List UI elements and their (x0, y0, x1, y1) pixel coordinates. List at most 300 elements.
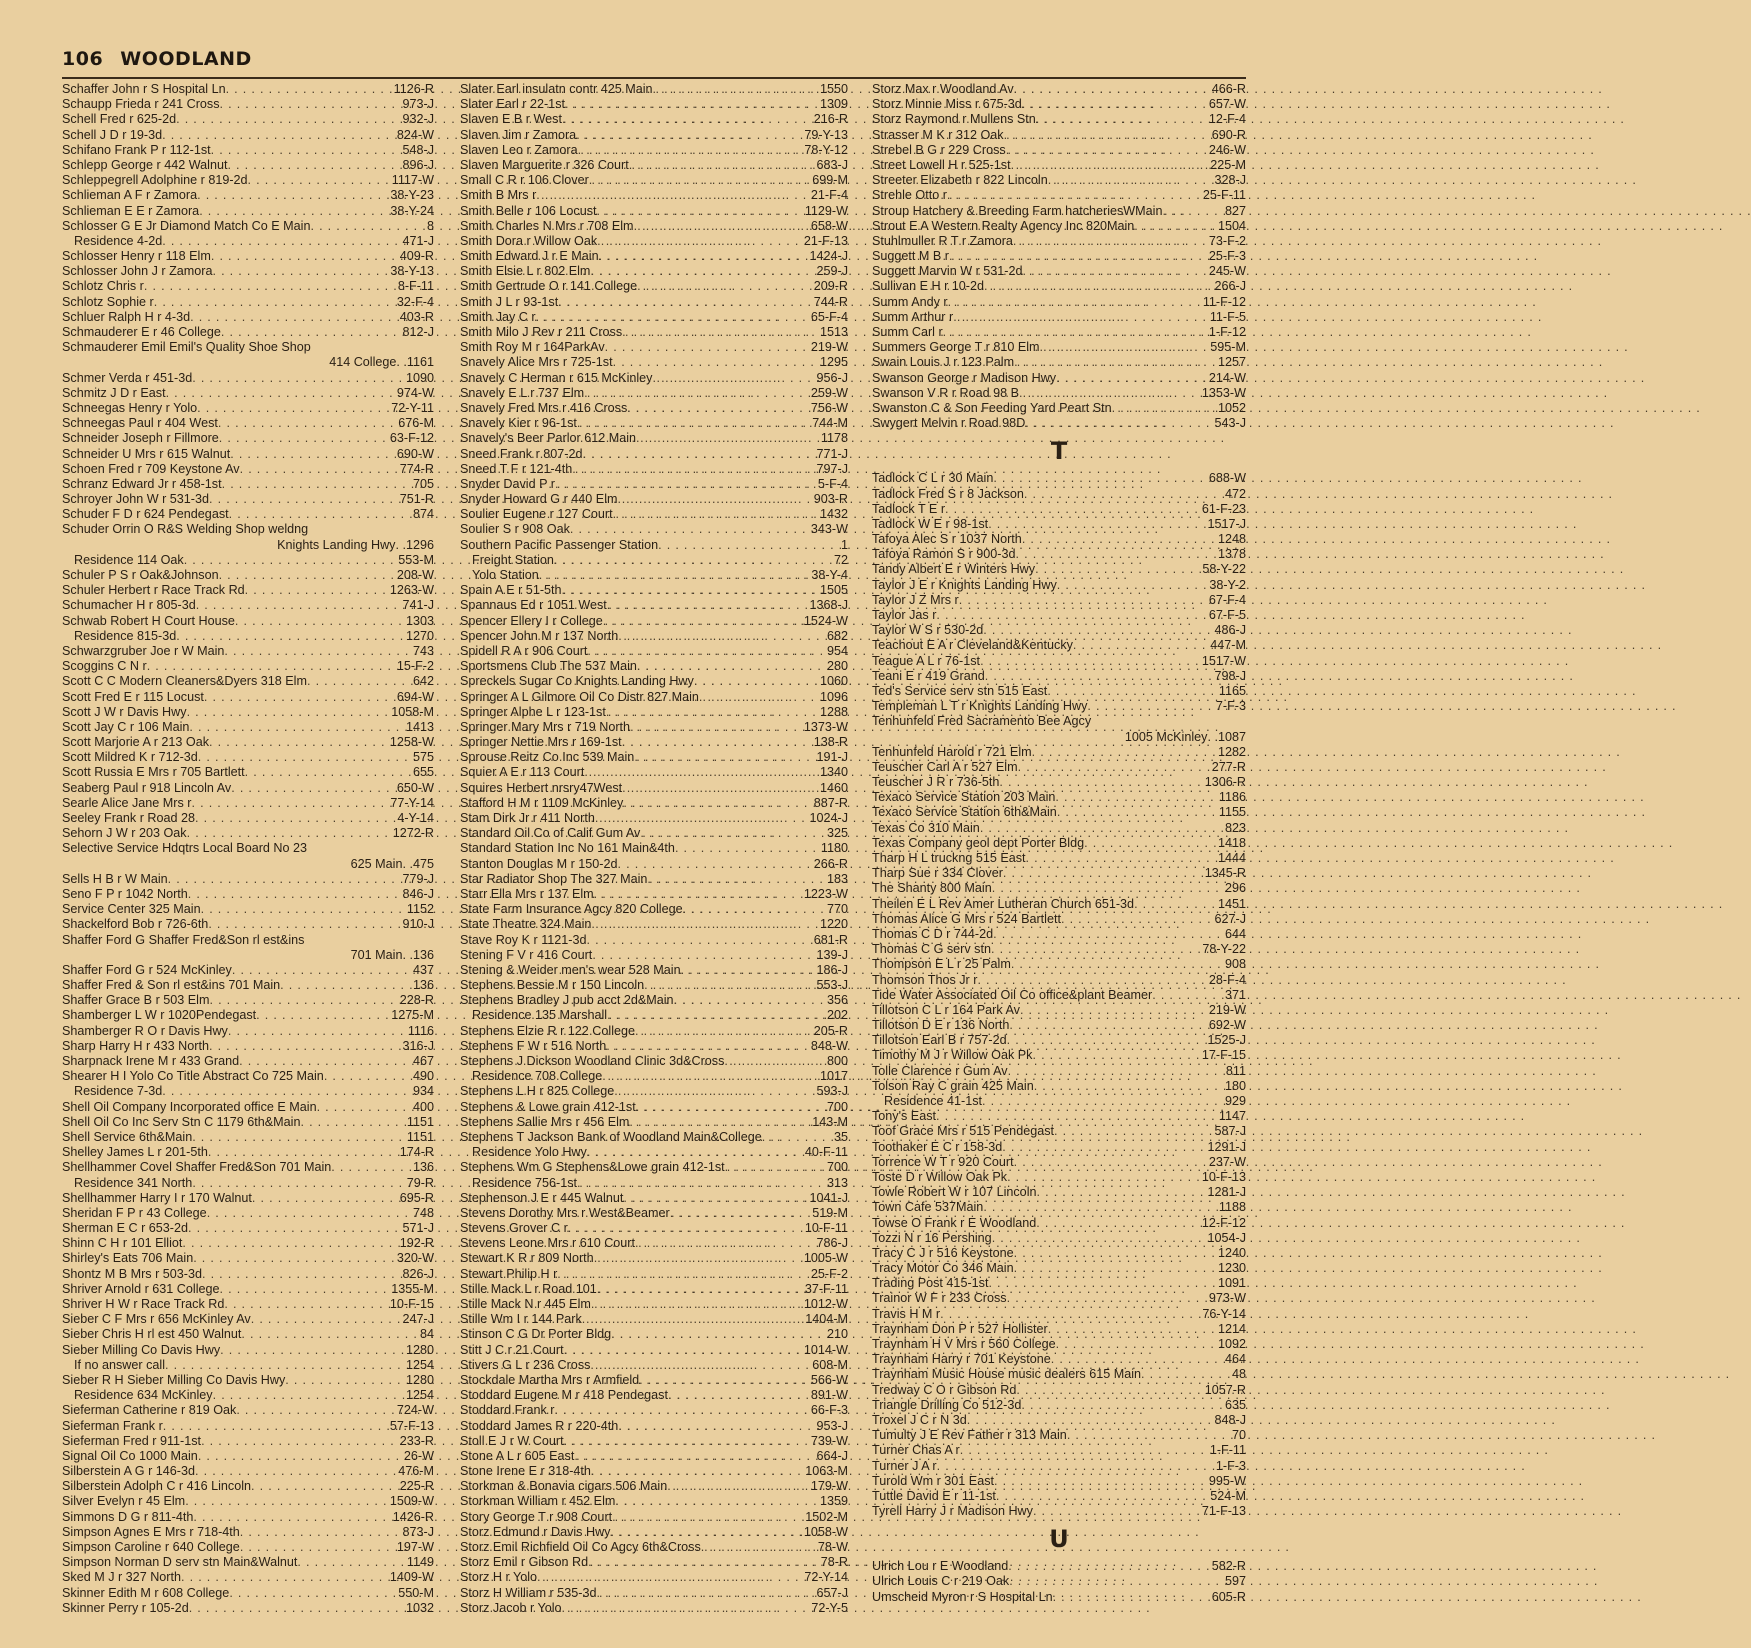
listing-name: Tadlock C L r 30 Main (872, 471, 994, 486)
listing-name: Timothy M J r Willow Oak Pk (872, 1048, 1033, 1063)
listing-entry (872, 1261, 1246, 1276)
listing-name: Spannaus Ed r 1051 West (460, 598, 607, 613)
listing-entry (872, 1590, 1246, 1605)
dot-leader (236, 1403, 397, 1418)
listing-entry (62, 1206, 434, 1221)
listing-name: Schneider Joseph r Fillmore (62, 431, 219, 446)
phone-number: 800 (826, 1054, 848, 1068)
dot-leader (537, 1570, 804, 1585)
dot-leader (554, 553, 834, 568)
dot-leader (189, 1601, 406, 1616)
section-letter: U (1049, 1525, 1069, 1554)
phone-number: 681-R (813, 932, 848, 947)
dot-leader (221, 325, 403, 340)
dot-leader (606, 705, 820, 720)
dot-leader (144, 279, 398, 294)
phone-number: 25-F-11 (1202, 188, 1246, 203)
listing-entry (460, 705, 848, 720)
listing-entry (62, 1176, 434, 1191)
listing-entry (460, 826, 848, 841)
listing-name: Ted's Service serv stn 515 East (872, 683, 1048, 698)
listing-name: Stave Roy K r 1121-3d (460, 932, 587, 947)
dot-leader (652, 371, 816, 386)
dot-leader (198, 1449, 404, 1464)
listing-entry (62, 112, 434, 127)
dot-leader (208, 1145, 400, 1160)
phone-number: 676-M (398, 416, 434, 431)
dot-leader (991, 942, 1202, 957)
dot-leader (1057, 805, 1219, 820)
phone-number: 266-R (813, 856, 848, 871)
listing-name: Toothaker E C r 158-3d (872, 1139, 1003, 1154)
listing-name: Tide Water Associated Oil Co office&plant Beamer (872, 987, 1153, 1002)
listing-name: Shaffer Grace B r 503 Elm (62, 993, 210, 1008)
phone-number: 179-W (810, 1479, 848, 1494)
listing-name: Residence 708 College (472, 1069, 603, 1084)
listing-entry (460, 295, 848, 310)
phone-number: 1223-W (803, 886, 848, 901)
listing-name: Traynham Music House music dealers 615 Main (872, 1367, 1142, 1382)
dot-leader (595, 811, 810, 826)
dot-leader: . . (396, 355, 407, 370)
dot-leader (586, 933, 813, 948)
phone-number: 1254 (405, 1388, 434, 1403)
phone-number: 1188 (1218, 1200, 1246, 1215)
listing-entry (62, 765, 434, 780)
listing-entry (62, 492, 434, 507)
dot-leader (211, 143, 403, 158)
listing-name: Schell Fred r 625-2d (62, 112, 177, 127)
listing-name: Schwarzgruber Joe r W Main (62, 643, 225, 658)
dot-leader (201, 1434, 400, 1449)
dot-leader (670, 1206, 813, 1221)
listing-entry (62, 1343, 434, 1358)
listing-entry (62, 1312, 434, 1327)
listing-name: Tandy Albert E r Winters Hwy (872, 562, 1036, 577)
listing-entry (872, 1459, 1246, 1474)
listing-name: Squires Herbert nrsry47West (460, 780, 623, 795)
phone-number: 1147 (1218, 1109, 1246, 1124)
dot-leader (1141, 1367, 1232, 1382)
listing-entry (62, 583, 434, 598)
listing-name: Street Lowell H r 525-1st (872, 157, 1011, 172)
dot-leader (993, 471, 1209, 486)
phone-number: 846-J (402, 886, 434, 901)
phone-number: 929 (1224, 1094, 1246, 1108)
listing-entry (872, 386, 1246, 401)
dot-leader (162, 128, 397, 143)
dot-leader (536, 188, 811, 203)
listing-entry (62, 128, 434, 143)
dot-leader: . . (402, 856, 413, 871)
page-title: WOODLAND (120, 48, 252, 70)
listing-entry (872, 234, 1246, 249)
listing-name: Stoll E J r W Court (460, 1433, 564, 1448)
phone-number: 73-F-2 (1208, 233, 1246, 248)
dot-leader (949, 249, 1209, 264)
phone-number: 1161 (406, 355, 434, 370)
listing-entry (460, 447, 848, 462)
listing-entry (62, 1388, 434, 1403)
listing-name: Turold Wm r 301 East (872, 1473, 995, 1488)
phone-number: 1230 (1217, 1261, 1246, 1276)
dot-leader (584, 765, 820, 780)
dot-leader (1056, 371, 1209, 386)
listing-name: Shriver H W r Race Track Rd (62, 1297, 225, 1311)
phone-number: 1550 (819, 82, 848, 96)
phone-number: 973-W (1208, 1291, 1246, 1306)
listing-name: Snyder David P r (460, 476, 555, 491)
phone-number: 72-Y-5 (811, 1600, 848, 1615)
dot-leader (331, 1160, 413, 1175)
listing-entry (460, 750, 848, 765)
dot-leader (162, 234, 402, 249)
dot-leader (220, 1343, 406, 1358)
phone-number: 797-J (816, 461, 848, 476)
dot-leader (199, 204, 390, 219)
dot-leader (1011, 957, 1225, 972)
dot-leader (960, 1443, 1210, 1458)
dot-leader (618, 629, 827, 644)
listing-name: Starr Ella Mrs r 137 Elm (460, 886, 594, 901)
listing-entry (872, 790, 1246, 805)
phone-number: 593-J (816, 1084, 848, 1099)
listing-name: Tozzi N r 16 Pershing (872, 1230, 992, 1245)
listing-entry (460, 1540, 848, 1555)
listing-entry (62, 826, 434, 841)
listing-entry (62, 1191, 434, 1206)
listing-entry (872, 82, 1246, 97)
dot-leader (639, 1373, 811, 1388)
listing-entry (872, 310, 1246, 325)
listing-entry (460, 978, 848, 993)
phone-number: 403-R (399, 309, 434, 324)
listing-entry (872, 264, 1246, 279)
dot-leader (198, 750, 413, 765)
listing-name: Slater Earl r 22-1st (460, 97, 565, 112)
listing-entry (460, 219, 848, 234)
dot-leader (570, 522, 811, 537)
phone-number: 447-M (1210, 638, 1246, 653)
listing-entry (872, 1398, 1246, 1413)
dot-leader (195, 811, 397, 826)
listing-entry (62, 264, 434, 279)
phone-number: 1451 (1217, 896, 1246, 911)
phone-number: 237-W (1208, 1154, 1246, 1169)
phone-number: 582-R (1211, 1559, 1246, 1574)
listing-entry (460, 720, 848, 735)
listing-entry (62, 173, 434, 188)
listing-entry (872, 128, 1246, 143)
listing-entry (460, 249, 848, 264)
listing-entry (872, 654, 1246, 669)
dot-leader (1011, 158, 1211, 173)
phone-number: 690-R (1211, 127, 1246, 142)
listing-entry (62, 355, 434, 370)
dot-leader (603, 614, 804, 629)
listing-entry (62, 1601, 434, 1616)
listing-name: Tadlock W E r 98-1st (872, 516, 989, 531)
listing-name: Stening F V r 416 Court (460, 947, 593, 962)
phone-number: 1041-J (809, 1190, 848, 1205)
listing-entry (62, 279, 434, 294)
phone-number: 12-F-4 (1208, 112, 1246, 127)
listing-name: Teani E r 419 Grand (872, 668, 985, 683)
phone-number: 1090 (405, 370, 434, 385)
phone-number: 1186 (1218, 790, 1246, 805)
listing-entry (460, 507, 848, 522)
listing-entry (62, 841, 434, 856)
phone-number: 143-M (812, 1114, 848, 1129)
phone-number: 174-R (399, 1145, 434, 1160)
dot-leader (241, 1327, 420, 1342)
dot-leader (208, 917, 402, 932)
listing-entry (460, 765, 848, 780)
dot-leader (1006, 143, 1209, 158)
listing-entry (872, 927, 1246, 942)
dot-leader (634, 750, 816, 765)
phone-number: 76-Y-14 (1202, 1306, 1246, 1321)
listing-entry (460, 583, 848, 598)
phone-number: 471-J (402, 233, 434, 248)
listing-entry (872, 1291, 1246, 1306)
listing-name: Stephens F W r 516 North (460, 1038, 607, 1053)
listing-name: Umscheid Myron r S Hospital Ln (872, 1589, 1053, 1604)
dot-leader (226, 82, 394, 97)
listing-name: Snavely C Herman r 615 McKinley (460, 370, 653, 385)
dot-leader (1035, 562, 1202, 577)
listing-name: Swygert Melvin r Road 98D (872, 416, 1026, 431)
listing-entry (62, 1555, 434, 1570)
listing-entry (62, 522, 434, 537)
phone-number: 692-W (1208, 1018, 1246, 1033)
listing-entry (460, 264, 848, 279)
phone-number: 1248 (1217, 532, 1246, 547)
listing-entry (62, 1358, 434, 1373)
listing-entry (62, 401, 434, 416)
phone-number: 608-M (812, 1357, 848, 1372)
phone-number: 779-J (402, 871, 434, 886)
listing-entry (872, 957, 1246, 972)
listing-name: Shell Oil Co Inc Serv Stn C 1179 6th&Main (62, 1114, 301, 1129)
dot-leader (229, 507, 413, 522)
phone-number: 1460 (819, 780, 848, 795)
listing-name: Stone Irene E r 318-4th (460, 1464, 591, 1479)
dot-leader (1033, 1504, 1202, 1519)
dot-leader (565, 97, 820, 112)
listing-entry (460, 204, 848, 219)
listing-name: Stille Mack N r 445 Elm (460, 1297, 591, 1311)
dot-leader (201, 902, 407, 917)
listing-name: Stanton Douglas M r 150-2d (460, 856, 618, 871)
listing-name: Texas Company geol dept Porter Bldg (872, 835, 1085, 850)
listing-entry (460, 431, 848, 446)
phone-number: 548-J (402, 142, 434, 157)
listing-name: Snyder Howard G r 440 Elm (460, 492, 618, 507)
listing-name: Tharp Sue r 334 Clover (872, 866, 1003, 881)
dot-leader (988, 1276, 1218, 1291)
listing-name: Storz Emil r Gibson Rd (460, 1555, 589, 1570)
phone-number: 71-F-13 (1201, 1504, 1246, 1519)
dot-leader (245, 583, 390, 598)
phone-number: 245-W (1208, 264, 1246, 279)
phone-number: 1517-J (1207, 516, 1246, 531)
listing-entry (62, 1570, 434, 1585)
listing-entry (872, 1048, 1246, 1063)
listing-name: Smith Roy M r 164ParkAv (460, 340, 605, 355)
dot-leader (555, 477, 818, 492)
listing-name: Shellhammer Harry I r 170 Walnut (62, 1190, 252, 1205)
phone-number: 38-Y-23 (390, 188, 434, 203)
listing-entry (460, 82, 848, 97)
listing-entry (62, 902, 434, 917)
listing-name: Spencer Ellery I r College (460, 613, 603, 628)
listing-entry (872, 684, 1246, 699)
listing-name: Stille Wm I r 144 Park (460, 1312, 582, 1327)
listing-entry (460, 796, 848, 811)
listing-name: Schlosser G E Jr Diamond Match Co E Main (62, 218, 311, 233)
phone-number: 1303 (405, 613, 434, 628)
listing-name: Springer Alphe L r 123-1st (460, 704, 606, 719)
listing-entry (872, 547, 1246, 562)
dot-leader (324, 1069, 413, 1084)
listing-entry (460, 659, 848, 674)
listing-name: Squier A E r 113 Court (460, 765, 585, 780)
dot-leader (564, 1434, 811, 1449)
phone-number: 1149 (406, 1555, 434, 1570)
listing-name: Swanson George r Madison Hwy (872, 370, 1057, 385)
dot-leader (219, 568, 397, 583)
dot-leader (592, 948, 816, 963)
listing-entry (872, 1003, 1246, 1018)
listing-entry (872, 805, 1246, 820)
listing-entry (460, 492, 848, 507)
phone-number: 848-J (1214, 1412, 1246, 1427)
listing-entry (872, 1231, 1246, 1246)
phone-number: 1280 (405, 1342, 434, 1357)
listing-name: Stewart K R r 809 North (460, 1251, 594, 1266)
listing-entry (460, 1388, 848, 1403)
listing-name: Tumulty J E Rev Father r 313 Main (872, 1428, 1067, 1443)
phone-number: 7-F-3 (1215, 699, 1246, 714)
listing-entry (872, 173, 1246, 188)
phone-number: 1280 (405, 1372, 434, 1387)
phone-number: 5-F-4 (817, 476, 848, 491)
dot-leader (936, 1109, 1219, 1124)
phone-number: 694-W (396, 689, 434, 704)
listing-entry (872, 1504, 1246, 1519)
dot-leader (1002, 1140, 1207, 1155)
phone-number: 4-Y-14 (397, 811, 434, 825)
dot-leader (967, 1413, 1215, 1428)
listing-name: Sieferman Catherine r 819 Oak (62, 1403, 237, 1418)
phone-number: 472 (1224, 486, 1246, 501)
listing-name: Scott C C Modern Cleaners&Dyers 318 Elm (62, 674, 307, 689)
listing-name: Residence 341 North (74, 1175, 193, 1190)
phone-number: 771-J (816, 446, 848, 461)
dot-leader (637, 279, 814, 294)
listing-name: Scott Russia E Mrs r 705 Bartlett (62, 765, 245, 780)
dot-leader (948, 295, 1203, 310)
listing-name: Schlepp George r 442 Walnut (62, 157, 228, 172)
listing-entry (460, 371, 848, 386)
listing-entry (872, 881, 1246, 896)
dot-leader (1016, 1383, 1204, 1398)
listing-entry (460, 143, 848, 158)
dot-leader (166, 386, 397, 401)
dot-leader (613, 507, 820, 522)
dot-leader (224, 1297, 390, 1312)
listing-entry (460, 1221, 848, 1236)
phone-number: 1270 (405, 628, 434, 643)
listing-name: Town Cafe 537Main (872, 1200, 984, 1215)
phone-number: 1282 (1217, 744, 1246, 759)
listing-entry (872, 502, 1246, 517)
listing-entry (62, 1221, 434, 1236)
dot-leader (591, 1464, 805, 1479)
dot-leader (562, 583, 820, 598)
listing-entry (62, 690, 434, 705)
dot-leader (953, 310, 1210, 325)
page-number: 106 (62, 48, 104, 70)
phone-number: 61-F-23 (1201, 501, 1246, 516)
dot-leader (212, 264, 390, 279)
listing-entry (460, 917, 848, 932)
listing-name: Stinson C G Dr Porter Bldg (460, 1327, 612, 1342)
listing-entry (872, 669, 1246, 684)
listing-entry (460, 355, 848, 370)
listing-name: Teuscher Carl A r 527 Elm (872, 759, 1018, 774)
dot-leader (230, 447, 397, 462)
phone-number: 1057-R (1204, 1382, 1246, 1397)
listing-entry (872, 471, 1246, 486)
phone-number: 1275-M (391, 1008, 434, 1023)
dot-leader (1007, 1033, 1208, 1048)
listing-name: Storz H William r 535-3d (460, 1585, 597, 1600)
dot-leader (614, 1084, 816, 1099)
listing-entry (62, 1267, 434, 1282)
listing-entry (460, 1570, 848, 1585)
listing-name: Sieber Chris H rl est 450 Walnut (62, 1327, 242, 1342)
listing-entry (460, 477, 848, 492)
listing-entry (62, 1540, 434, 1555)
dot-leader (1112, 401, 1218, 416)
dot-leader (980, 821, 1225, 836)
listing-name: State Theatre 324 Main (460, 917, 592, 932)
listing-entry (460, 1282, 848, 1297)
phone-number: 209-R (813, 279, 848, 294)
dot-leader (590, 264, 816, 279)
dot-leader (988, 517, 1207, 532)
dot-leader (209, 993, 399, 1008)
listing-entry (62, 310, 434, 325)
listing-name: Residence Yolo Hwy (472, 1145, 587, 1160)
phone-number: 1-F-11 (1209, 1443, 1246, 1458)
dot-leader (647, 872, 827, 887)
listing-name: Traynham Don P r 527 Hollister (872, 1321, 1048, 1336)
phone-number: 1180 (820, 841, 848, 856)
listing-name: Springer A L Gilmore Oil Co Distr 827 Main (460, 689, 699, 704)
listing-entry (62, 857, 434, 872)
dot-leader (630, 720, 804, 735)
listing-name: Residence 135 Marshall (472, 1008, 608, 1023)
listing-name: Storkman William r 452 Elm (460, 1494, 616, 1509)
listing-entry (460, 1479, 848, 1494)
listing-name: Smith Gertrude O r 141 College (460, 279, 638, 294)
listing-entry (460, 1297, 848, 1312)
listing-name: Scott Jay C r 106 Main (62, 719, 190, 734)
listing-name: Stitt J C r 21 Court (460, 1342, 564, 1357)
